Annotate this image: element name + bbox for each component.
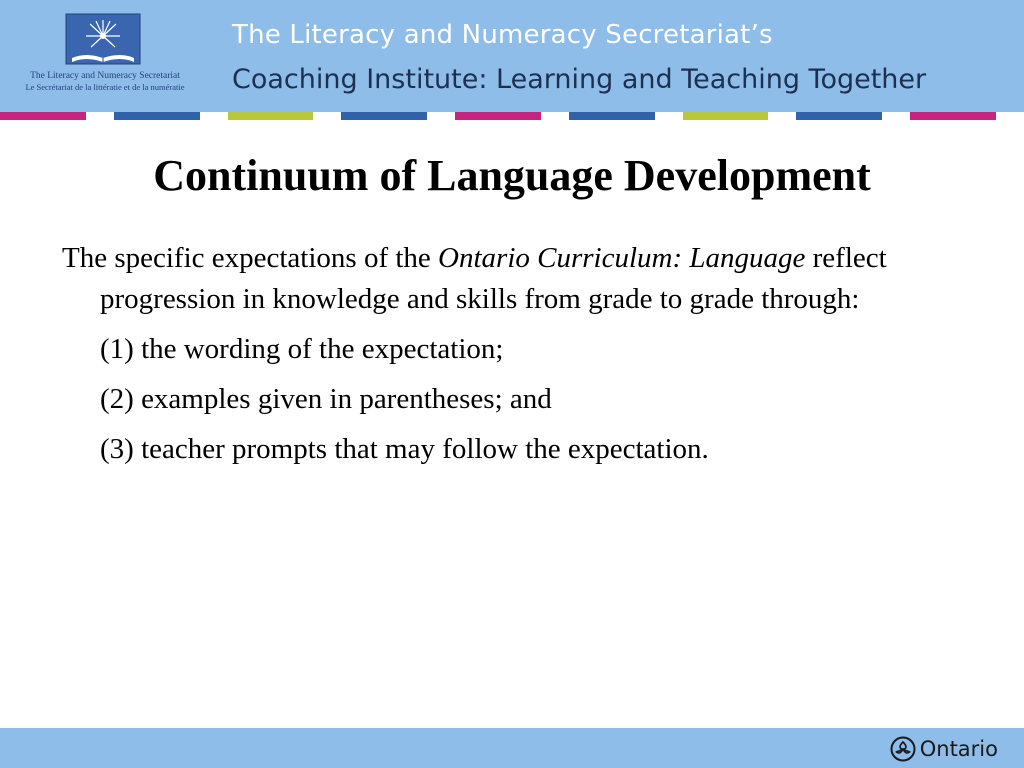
intro-text-start: The specific expectations of the	[62, 242, 439, 274]
color-stripe-divider	[0, 112, 1024, 120]
open-book-fireworks-icon	[64, 12, 142, 68]
intro-text-end: reflect progression in knowledge and skills from grade to grade through:	[100, 242, 887, 315]
ontario-logo	[890, 736, 998, 762]
slide-title: Continuum of Language Development	[153, 151, 871, 200]
list-item: (1) the wording of the expectation;	[100, 333, 504, 365]
header-institute-title: Coaching Institute: Learning and Teaching Together	[232, 64, 927, 95]
logo-name-french: Le Secrétariat de la littératie et de la numératie	[25, 82, 185, 92]
slide-header	[0, 0, 1024, 112]
slide-footer	[0, 728, 1024, 768]
ontario-wordmark: Ontario	[919, 737, 998, 761]
list-item: (2) examples given in parentheses; and	[100, 383, 552, 415]
slide-body	[62, 238, 952, 470]
intro-paragraph	[62, 238, 952, 320]
list-item: (3) teacher prompts that may follow the expectation.	[100, 433, 709, 465]
secretariat-logo	[20, 10, 190, 105]
header-secretariat-title: The Literacy and Numeracy Secretariat’s	[232, 20, 773, 50]
curriculum-title: Ontario Curriculum: Language	[438, 242, 806, 274]
logo-name-english: The Literacy and Numeracy Secretariat	[30, 71, 180, 81]
ontario-trillium-icon	[890, 736, 916, 762]
